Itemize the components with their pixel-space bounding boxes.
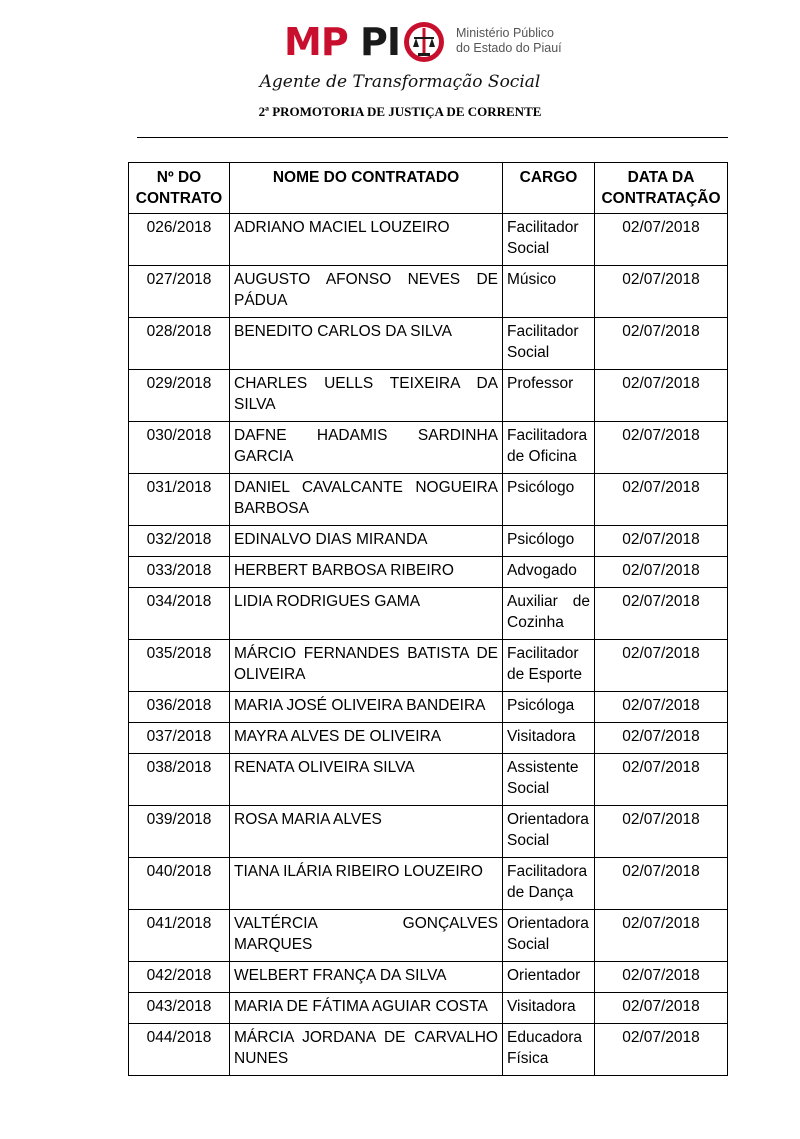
- table-row: [129, 723, 728, 754]
- contract-number-cell: 034/2018: [129, 588, 230, 640]
- contract-date-cell: 02/07/2018: [595, 754, 728, 806]
- contract-number-cell: 030/2018: [129, 422, 230, 474]
- cargo-cell: Psicólogo: [503, 474, 595, 526]
- contract-date-cell: 02/07/2018: [595, 557, 728, 588]
- table-row: [129, 422, 728, 474]
- table-row: [129, 266, 728, 318]
- contractor-name-cell: DAFNE HADAMIS SARDINHA GARCIA: [230, 422, 503, 474]
- table-row: [129, 526, 728, 557]
- cargo-cell: Assistente Social: [503, 754, 595, 806]
- contract-date-cell: 02/07/2018: [595, 640, 728, 692]
- table-row: [129, 474, 728, 526]
- table-row: [129, 1024, 728, 1076]
- contractor-name-cell: ROSA MARIA ALVES: [230, 806, 503, 858]
- institution-name: [456, 26, 562, 56]
- cargo-cell: Orientador: [503, 962, 595, 993]
- contract-number-cell: 038/2018: [129, 754, 230, 806]
- contract-date-cell: 02/07/2018: [595, 526, 728, 557]
- cargo-cell: Facilitadora de Oficina: [503, 422, 595, 474]
- contractor-name-cell: AUGUSTO AFONSO NEVES DE PÁDUA: [230, 266, 503, 318]
- header-date-line-1: DATA DA: [627, 169, 695, 186]
- table-header-row: [129, 163, 728, 214]
- contractor-name-cell: MARIA JOSÉ OLIVEIRA BANDEIRA: [230, 692, 503, 723]
- contractor-name-cell: TIANA ILÁRIA RIBEIRO LOUZEIRO: [230, 858, 503, 910]
- contract-date-cell: 02/07/2018: [595, 962, 728, 993]
- contract-date-cell: 02/07/2018: [595, 910, 728, 962]
- contract-number-cell: 043/2018: [129, 993, 230, 1024]
- contract-number-cell: 039/2018: [129, 806, 230, 858]
- contractor-name-cell: VALTÉRCIA GONÇALVES MARQUES: [230, 910, 503, 962]
- contract-number-cell: 042/2018: [129, 962, 230, 993]
- contract-number-cell: 044/2018: [129, 1024, 230, 1076]
- contract-number-cell: 035/2018: [129, 640, 230, 692]
- header-contract-number: [129, 163, 230, 214]
- contract-date-cell: 02/07/2018: [595, 1024, 728, 1076]
- contract-number-cell: 040/2018: [129, 858, 230, 910]
- cargo-cell: Visitadora: [503, 993, 595, 1024]
- table-row: [129, 214, 728, 266]
- header-divider: [137, 137, 728, 138]
- contract-number-cell: 028/2018: [129, 318, 230, 370]
- contract-date-cell: 02/07/2018: [595, 993, 728, 1024]
- cargo-cell: Facilitador de Esporte: [503, 640, 595, 692]
- table-row: [129, 858, 728, 910]
- mppi-emblem-icon: [402, 20, 446, 64]
- contract-date-cell: 02/07/2018: [595, 422, 728, 474]
- contractor-name-cell: EDINALVO DIAS MIRANDA: [230, 526, 503, 557]
- contract-date-cell: 02/07/2018: [595, 370, 728, 422]
- contracts-table: [128, 162, 728, 1076]
- contractor-name-cell: MÁRCIA JORDANA DE CARVALHO NUNES: [230, 1024, 503, 1076]
- table-row: [129, 557, 728, 588]
- cargo-cell: Facilitadora de Dança: [503, 858, 595, 910]
- logo-mp-text: MP: [284, 20, 348, 64]
- header-num-line-2: CONTRATO: [135, 190, 223, 207]
- header-num-line-1: Nº DO: [156, 169, 202, 186]
- table-row: [129, 692, 728, 723]
- contract-date-cell: 02/07/2018: [595, 588, 728, 640]
- contract-number-cell: 037/2018: [129, 723, 230, 754]
- contract-date-cell: 02/07/2018: [595, 214, 728, 266]
- contractor-name-cell: CHARLES UELLS TEIXEIRA DA SILVA: [230, 370, 503, 422]
- contract-date-cell: 02/07/2018: [595, 266, 728, 318]
- contract-date-cell: 02/07/2018: [595, 474, 728, 526]
- institution-line-2: do Estado do Piauí: [456, 41, 562, 55]
- contract-date-cell: 02/07/2018: [595, 723, 728, 754]
- cargo-cell: Auxiliar de Cozinha: [503, 588, 595, 640]
- contract-date-cell: 02/07/2018: [595, 692, 728, 723]
- cargo-cell: Visitadora: [503, 723, 595, 754]
- contract-number-cell: 031/2018: [129, 474, 230, 526]
- institution-line-1: Ministério Público: [456, 26, 554, 40]
- contract-date-cell: 02/07/2018: [595, 806, 728, 858]
- promotoria-title: 2ª PROMOTORIA DE JUSTIÇA DE CORRENTE: [258, 104, 542, 119]
- table-row: [129, 754, 728, 806]
- contractor-name-cell: ADRIANO MACIEL LOUZEIRO: [230, 214, 503, 266]
- table-row: [129, 318, 728, 370]
- contractor-name-cell: BENEDITO CARLOS DA SILVA: [230, 318, 503, 370]
- table-row: [129, 962, 728, 993]
- contractor-name-cell: LIDIA RODRIGUES GAMA: [230, 588, 503, 640]
- cargo-cell: Educadora Física: [503, 1024, 595, 1076]
- header-date-line-2: CONTRATAÇÃO: [601, 190, 721, 207]
- contractor-name-cell: WELBERT FRANÇA DA SILVA: [230, 962, 503, 993]
- slogan: Agente de Transformação Social: [259, 72, 541, 92]
- contract-date-cell: 02/07/2018: [595, 318, 728, 370]
- contractor-name-cell: RENATA OLIVEIRA SILVA: [230, 754, 503, 806]
- table-row: [129, 910, 728, 962]
- cargo-cell: Facilitador Social: [503, 318, 595, 370]
- table-body: [129, 214, 728, 1076]
- cargo-cell: Orientadora Social: [503, 910, 595, 962]
- contractor-name-cell: DANIEL CAVALCANTE NOGUEIRA BARBOSA: [230, 474, 503, 526]
- contractor-name-cell: HERBERT BARBOSA RIBEIRO: [230, 557, 503, 588]
- logo-pi-text: PI: [360, 20, 400, 64]
- table-row: [129, 806, 728, 858]
- table-row: [129, 640, 728, 692]
- cargo-cell: Advogado: [503, 557, 595, 588]
- table-row: [129, 588, 728, 640]
- contractor-name-cell: MARIA DE FÁTIMA AGUIAR COSTA: [230, 993, 503, 1024]
- contract-number-cell: 036/2018: [129, 692, 230, 723]
- cargo-cell: Psicóloga: [503, 692, 595, 723]
- cargo-cell: Orientadora Social: [503, 806, 595, 858]
- header-cargo: CARGO: [503, 163, 595, 214]
- cargo-cell: Músico: [503, 266, 595, 318]
- contract-number-cell: 027/2018: [129, 266, 230, 318]
- contract-number-cell: 041/2018: [129, 910, 230, 962]
- contract-number-cell: 033/2018: [129, 557, 230, 588]
- header-name: NOME DO CONTRATADO: [230, 163, 503, 214]
- header-date: [595, 163, 728, 214]
- table-row: [129, 993, 728, 1024]
- contract-date-cell: 02/07/2018: [595, 858, 728, 910]
- cargo-cell: Facilitador Social: [503, 214, 595, 266]
- contract-number-cell: 032/2018: [129, 526, 230, 557]
- contract-number-cell: 026/2018: [129, 214, 230, 266]
- table-row: [129, 370, 728, 422]
- cargo-cell: Psicólogo: [503, 526, 595, 557]
- cargo-cell: Professor: [503, 370, 595, 422]
- contract-number-cell: 029/2018: [129, 370, 230, 422]
- contractor-name-cell: MAYRA ALVES DE OLIVEIRA: [230, 723, 503, 754]
- contractor-name-cell: MÁRCIO FERNANDES BATISTA DE OLIVEIRA: [230, 640, 503, 692]
